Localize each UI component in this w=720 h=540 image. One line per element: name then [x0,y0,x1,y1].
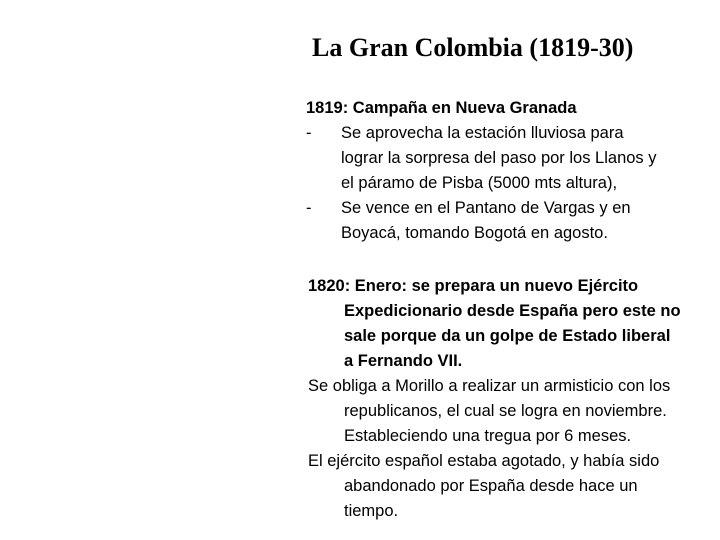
paragraph-line: Expedicionario desde España pero este no [344,302,681,320]
slide-title: La Gran Colombia (1819-30) [312,33,634,62]
paragraph-line: tiempo. [344,502,399,520]
bullet-line: lograr la sorpresa del paso por los Llanos y [341,149,657,167]
paragraph-ejercito [308,449,718,524]
bullet-text [341,121,657,196]
paragraph-line: a Fernando VII. [344,352,463,370]
bullet-dash: - [306,199,312,217]
paragraph-armisticio [308,374,718,449]
paragraph-expedicion [308,274,718,374]
paragraph-line: republicanos, el cual se logra en noviembre. [344,402,667,420]
bullet-item [306,196,716,246]
paragraph-line: El ejército español estaba agotado, y había sido [308,452,660,470]
section-1819 [306,96,716,246]
bullet-line: Se vence en el Pantano de Vargas y en [341,199,631,217]
section-1820 [308,274,718,524]
bullet-item [306,121,716,196]
paragraph-line: sale porque da un golpe de Estado liberal [344,327,671,345]
section-1819-heading: 1819: Campaña en Nueva Granada [306,99,577,117]
paragraph-line: abandonado por España desde hace un [344,477,638,495]
bullet-dash: - [306,124,312,142]
paragraph-line: Se obliga a Morillo a realizar un armisticio con los [308,377,671,395]
bullet-text [341,196,631,246]
bullet-line: el páramo de Pisba (5000 mts altura), [341,174,618,192]
paragraph-line: Estableciendo una tregua por 6 meses. [344,427,632,445]
paragraph-line: 1820: Enero: se prepara un nuevo Ejército [308,277,639,295]
bullet-line: Boyacá, tomando Bogotá en agosto. [341,224,608,242]
bullet-line: Se aprovecha la estación lluviosa para [341,124,624,142]
